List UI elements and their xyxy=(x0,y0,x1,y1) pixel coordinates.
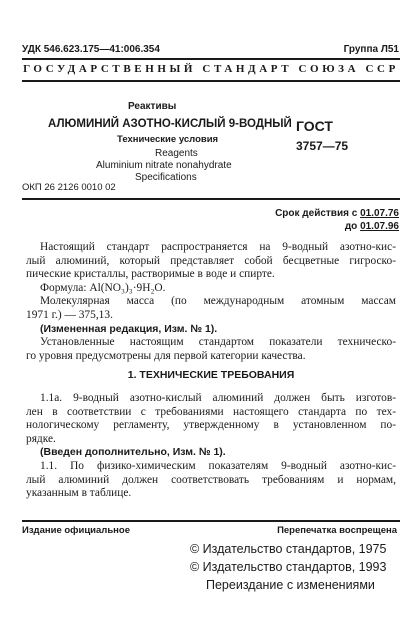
molar-mass-line: 1971 г.) — 375,13. xyxy=(26,308,113,321)
clause-1-1a-line: нологическому регламенту, утвержденному в установленном по- xyxy=(26,419,396,432)
footer-rule xyxy=(22,520,400,522)
intro-block xyxy=(26,241,396,363)
intro-line: пические кристаллы, растворимые в воде и спирте. xyxy=(26,268,275,281)
validity-to xyxy=(345,221,399,232)
copyright-1975: © Издательство стандартов, 1975 xyxy=(190,542,387,556)
english-subtitle: Specifications xyxy=(135,172,197,183)
english-title: Aluminium nitrate nonahydrate xyxy=(96,160,232,171)
header-rule-bottom xyxy=(22,80,400,82)
section-1-body xyxy=(26,392,396,501)
clause-1-1-line: 1.1. По физико-химическим показателям 9-водный азотно-кис- xyxy=(40,459,396,472)
clause-1-1a-line: лен в соответствии с требованиями настоящего стандарта по тех- xyxy=(26,405,396,418)
validity-from-label: Срок действия с xyxy=(275,208,358,219)
validity-from xyxy=(275,208,399,219)
validity-from-date: 01.07.76 xyxy=(360,208,399,219)
copyright-1993: © Издательство стандартов, 1993 xyxy=(190,560,387,574)
validity-to-label: до xyxy=(344,221,358,232)
intro-line: Настоящий стандарт распространяется на 9-водный азотно-кис- xyxy=(40,241,396,253)
group-code: Группа Л51 xyxy=(343,44,399,55)
amendment-note: (Измененная редакция, Изм. № 1). xyxy=(40,322,218,335)
document-title: АЛЮМИНИЙ АЗОТНО-КИСЛЫЙ 9-ВОДНЫЙ xyxy=(48,118,292,130)
clause-1-1a-line: рядке. xyxy=(26,432,56,445)
english-category: Reagents xyxy=(155,148,198,159)
title-subtitle: Технические условия xyxy=(117,134,219,145)
clause-1-1a-line: 1.1а. 9-водный азотно-кислый алюминий должен быть изготов- xyxy=(40,392,396,404)
formula-line: Формула: Al(NO₃)₃·9H₂O. xyxy=(40,281,166,294)
clause-1-1-line: указанным в таблице. xyxy=(26,487,132,500)
gost-number: 3757—75 xyxy=(296,139,349,153)
gost-label: ГОСТ xyxy=(296,118,333,134)
quality-line: го уровня предусмотрены для первой категории качества. xyxy=(26,349,306,362)
official-edition: Издание официальное xyxy=(22,525,130,536)
quality-line: Установленные настоящим стандартом показатели техническо- xyxy=(40,336,396,349)
section-heading: 1. ТЕХНИЧЕСКИЕ ТРЕБОВАНИЯ xyxy=(127,369,295,381)
udk-code: УДК 546.623.175—41:006.354 xyxy=(22,44,160,55)
header-rule-top xyxy=(22,58,400,60)
okp-code: ОКП 26 2126 0010 02 xyxy=(22,182,116,193)
state-standard-title: ГОСУДАРСТВЕННЫЙ СТАНДАРТ СОЮЗА ССР xyxy=(23,63,399,75)
amendment-note: (Введен дополнительно, Изм. № 1). xyxy=(40,446,226,459)
intro-line: лый алюминий, который представляет собой бесцветные гигроско- xyxy=(26,254,396,267)
clause-1-1-line: лый алюминий должен соответствовать требованиям и нормам, xyxy=(26,473,396,486)
molar-mass-line: Молекулярная масса (по международным атомным массам xyxy=(40,295,396,308)
title-category: Реактивы xyxy=(128,101,177,112)
validity-to-date: 01.07.96 xyxy=(360,221,399,232)
title-rule xyxy=(22,198,400,200)
reissue-note: Переиздание с изменениями xyxy=(206,578,375,592)
reprint-notice: Перепечатка воспрещена xyxy=(277,525,397,536)
